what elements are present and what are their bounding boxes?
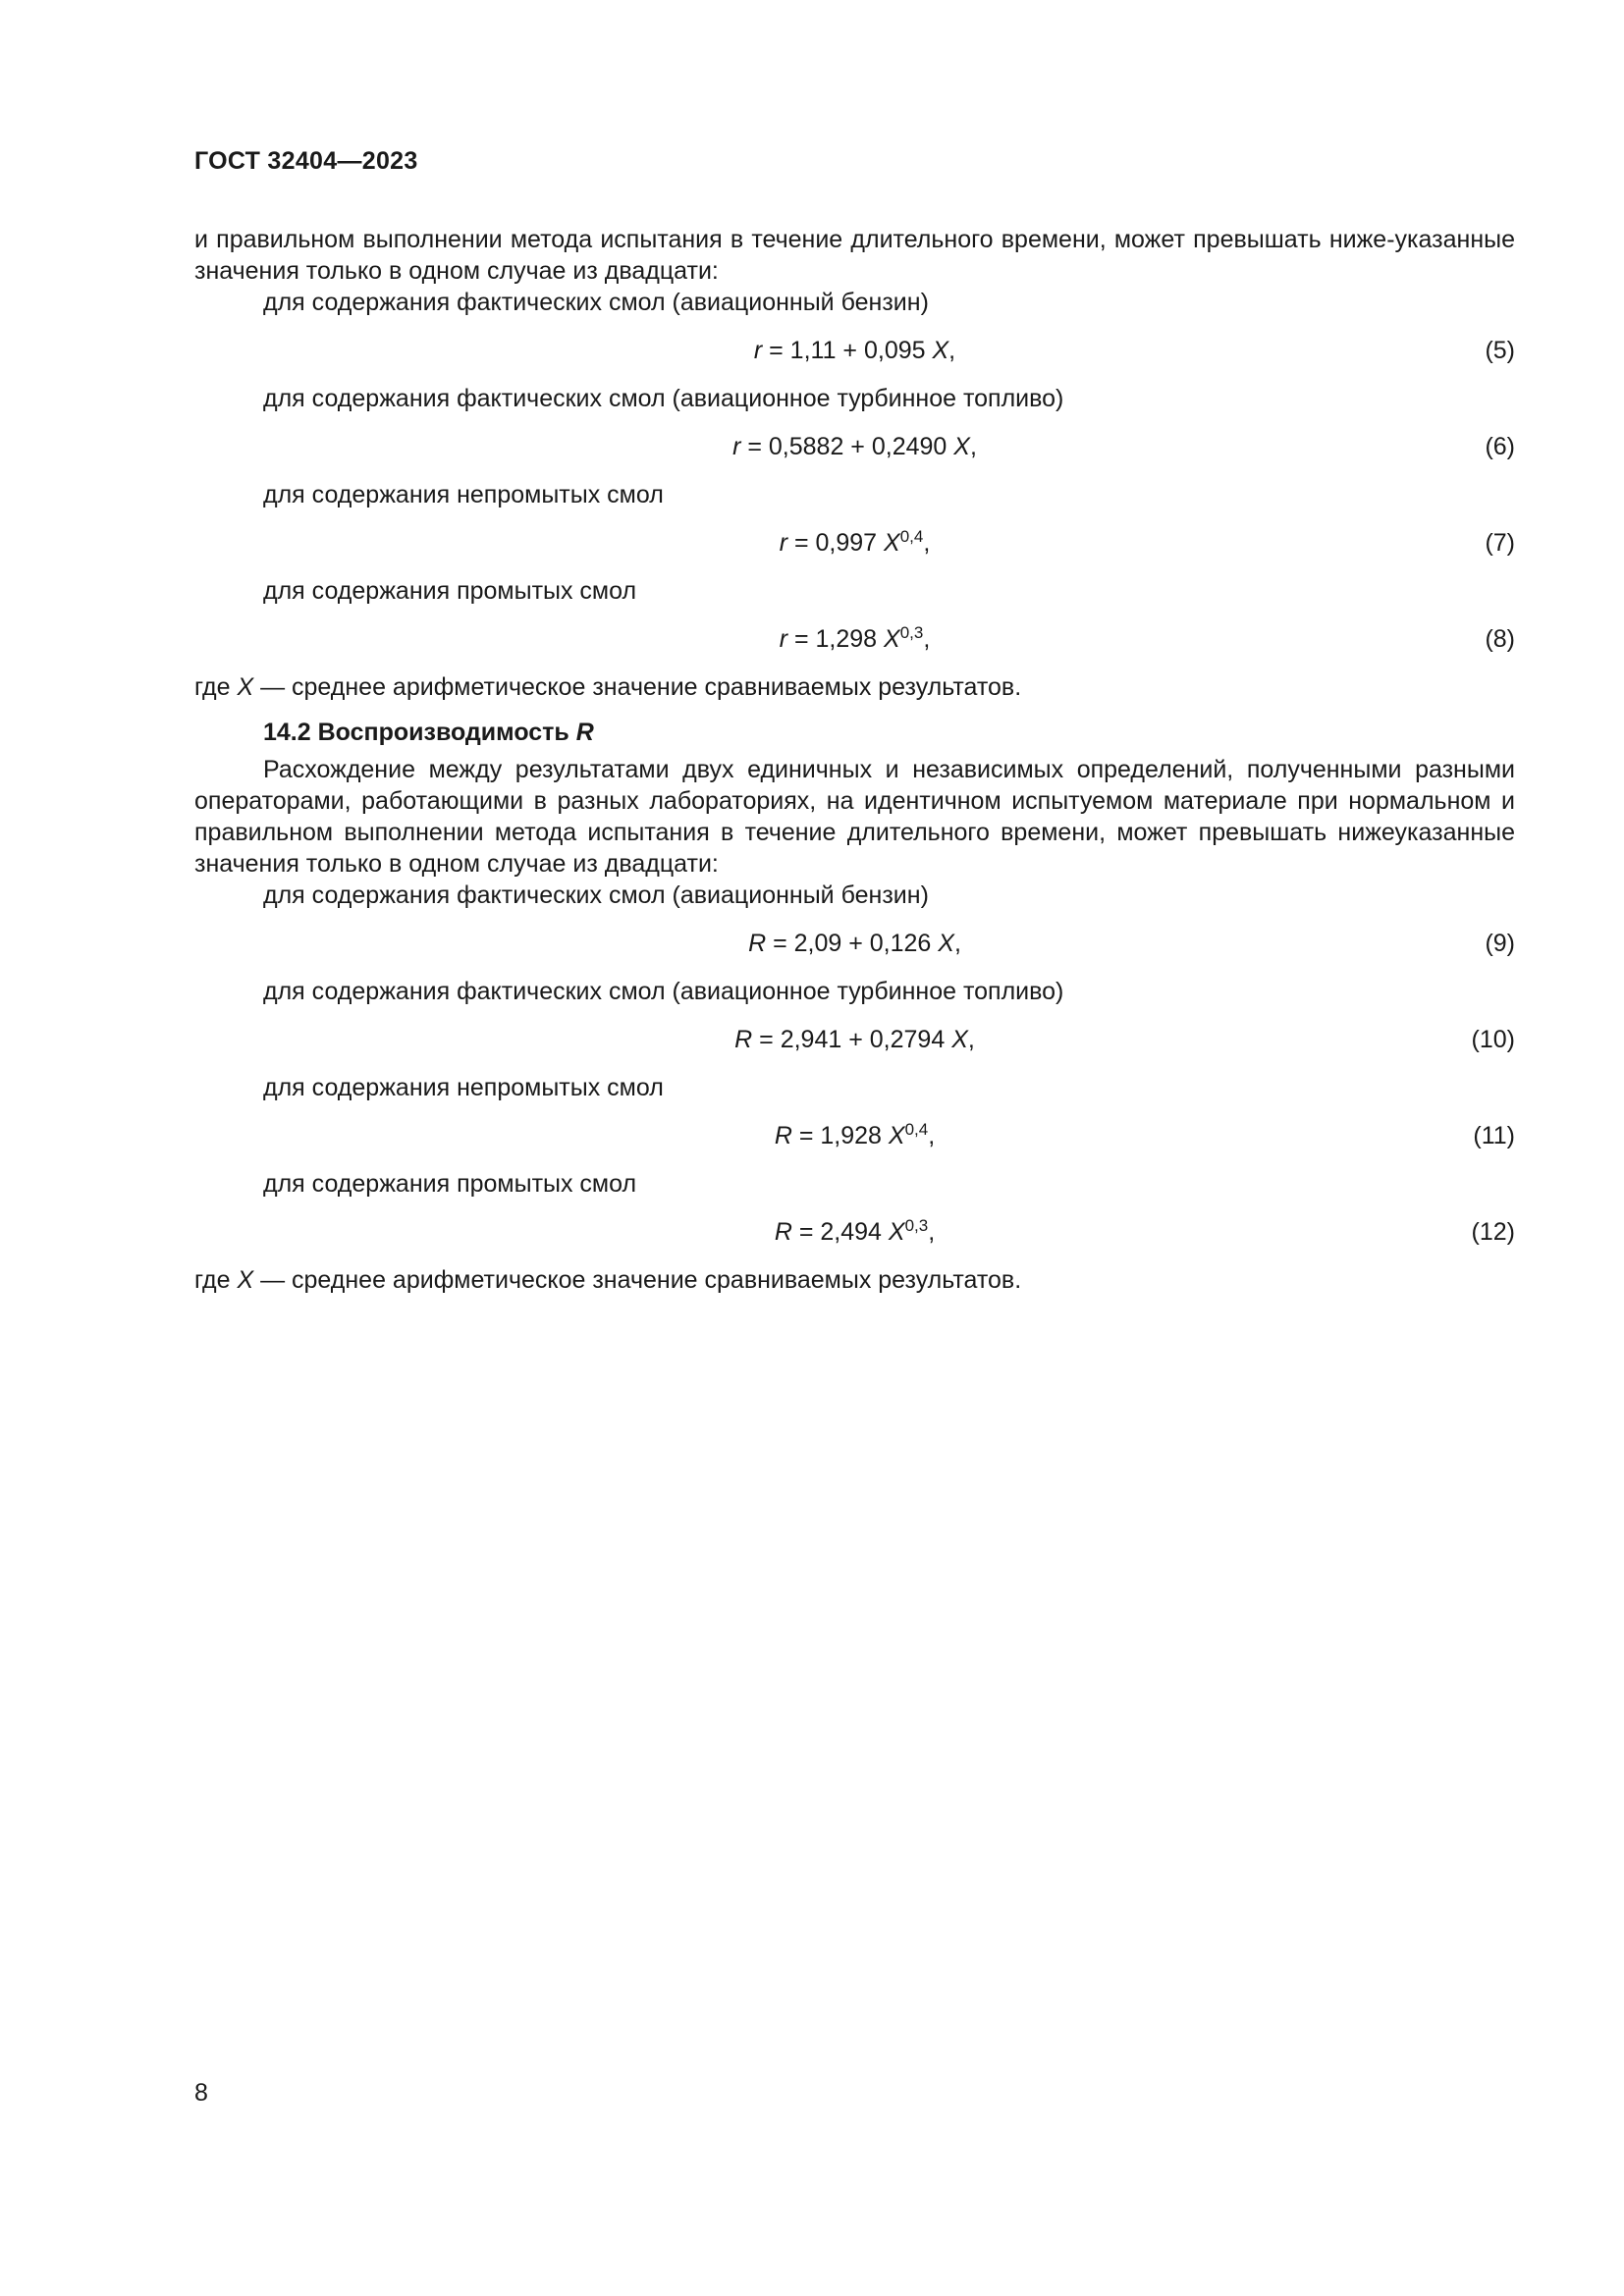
formula-label: для содержания промытых смол bbox=[263, 1170, 637, 1198]
formula-label: для содержания непромытых смол bbox=[263, 1074, 664, 1101]
formula-exponent: 0,3 bbox=[899, 623, 924, 642]
formula-tail: , bbox=[969, 433, 977, 460]
formula-variable: r bbox=[779, 529, 788, 557]
where-variable: X bbox=[237, 1266, 254, 1294]
formula-number: (5) bbox=[1485, 337, 1515, 364]
formula-body: = 2,09 + 0,126 bbox=[766, 930, 939, 957]
where-text: — среднее арифметическое значение сравниваемых результатов. bbox=[253, 1266, 1022, 1294]
formula-expression bbox=[194, 335, 1515, 366]
standard-header: ГОСТ 32404—2023 bbox=[194, 147, 418, 175]
formula-exponent: 0,4 bbox=[899, 527, 924, 546]
formula-tail: , bbox=[923, 529, 931, 557]
formula-label: для содержания непромытых смол bbox=[263, 481, 664, 508]
section-heading bbox=[194, 717, 1515, 748]
formula-number: (12) bbox=[1471, 1218, 1515, 1246]
formula-tail: , bbox=[923, 625, 931, 653]
formula-row bbox=[194, 510, 1515, 575]
formula-label: для содержания фактических смол (авиационный бензин) bbox=[263, 289, 929, 316]
formula-body: = 0,997 bbox=[787, 529, 885, 557]
formula-variable: r bbox=[753, 337, 763, 364]
formula-body: = 0,5882 + 0,2490 bbox=[740, 433, 954, 460]
where-prefix: где bbox=[194, 1266, 238, 1294]
formula-expression bbox=[194, 623, 1515, 655]
section-heading-variable: R bbox=[575, 719, 594, 746]
formula-expression bbox=[194, 928, 1515, 959]
formula-tail: , bbox=[928, 1218, 936, 1246]
formula-x: X bbox=[888, 1218, 905, 1246]
formula-exponent: 0,4 bbox=[904, 1120, 929, 1139]
formula-number: (7) bbox=[1485, 529, 1515, 557]
formula-body: = 1,928 bbox=[791, 1122, 889, 1149]
formula-row bbox=[194, 911, 1515, 976]
paragraph-reproducibility: Расхождение между результатами двух единичных и независимых определений, полученными разными операторами, работающими в разных лабораториях, на идентичном испытуемом материале при нормальном и правильном выполнении метода испытания в течение длительного времени, может превышать нижеуказанные значения только в одном случае из двадцати: bbox=[194, 756, 1515, 878]
where-note bbox=[194, 1264, 1515, 1296]
formula-exponent: 0,3 bbox=[904, 1216, 929, 1235]
formula-number: (6) bbox=[1485, 433, 1515, 460]
formula-x: X bbox=[932, 337, 949, 364]
section-heading-text: 14.2 Воспроизводимость bbox=[263, 719, 576, 746]
where-text: — среднее арифметическое значение сравниваемых результатов. bbox=[253, 673, 1022, 701]
formula-body: = 1,298 bbox=[787, 625, 885, 653]
formula-x: X bbox=[951, 1026, 968, 1053]
formula-body: = 1,11 + 0,095 bbox=[762, 337, 933, 364]
formula-expression bbox=[194, 431, 1515, 462]
formula-variable: R bbox=[774, 1122, 792, 1149]
formula-tail: , bbox=[928, 1122, 936, 1149]
page-number: 8 bbox=[194, 2079, 208, 2107]
page-content bbox=[194, 224, 1515, 1296]
formula-tail: , bbox=[948, 337, 956, 364]
formula-x: X bbox=[938, 930, 954, 957]
formula-row bbox=[194, 607, 1515, 671]
formula-label: для содержания фактических смол (авиационное турбинное топливо) bbox=[263, 978, 1064, 1005]
formula-number: (8) bbox=[1485, 625, 1515, 653]
formula-variable: r bbox=[732, 433, 741, 460]
formula-variable: R bbox=[734, 1026, 753, 1053]
formula-variable: R bbox=[748, 930, 767, 957]
formula-body: = 2,494 bbox=[791, 1218, 889, 1246]
formula-row bbox=[194, 318, 1515, 383]
formula-tail: , bbox=[953, 930, 961, 957]
formula-row bbox=[194, 414, 1515, 479]
formula-number: (11) bbox=[1473, 1122, 1515, 1149]
formula-x: X bbox=[888, 1122, 905, 1149]
formula-row bbox=[194, 1007, 1515, 1072]
formula-expression bbox=[194, 1024, 1515, 1055]
where-note bbox=[194, 671, 1515, 703]
formula-expression bbox=[194, 1120, 1515, 1151]
formula-expression bbox=[194, 1216, 1515, 1248]
formula-number: (10) bbox=[1471, 1026, 1515, 1053]
formula-body: = 2,941 + 0,2794 bbox=[752, 1026, 952, 1053]
paragraph-continuation: и правильном выполнении метода испытания в течение длительного времени, может превышать ниже-указанные значения только в одном случае из двадцати: bbox=[194, 226, 1515, 285]
formula-label: для содержания фактических смол (авиационное турбинное топливо) bbox=[263, 385, 1064, 412]
formula-x: X bbox=[884, 529, 900, 557]
formula-row bbox=[194, 1103, 1515, 1168]
formula-label: для содержания фактических смол (авиационный бензин) bbox=[263, 881, 929, 909]
where-variable: X bbox=[237, 673, 254, 701]
formula-variable: r bbox=[779, 625, 788, 653]
formula-number: (9) bbox=[1485, 930, 1515, 957]
formula-label: для содержания промытых смол bbox=[263, 577, 637, 605]
formula-expression bbox=[194, 527, 1515, 559]
formula-x: X bbox=[884, 625, 900, 653]
formula-variable: R bbox=[774, 1218, 792, 1246]
formula-tail: , bbox=[967, 1026, 975, 1053]
formula-row bbox=[194, 1200, 1515, 1264]
where-prefix: где bbox=[194, 673, 238, 701]
formula-x: X bbox=[953, 433, 970, 460]
